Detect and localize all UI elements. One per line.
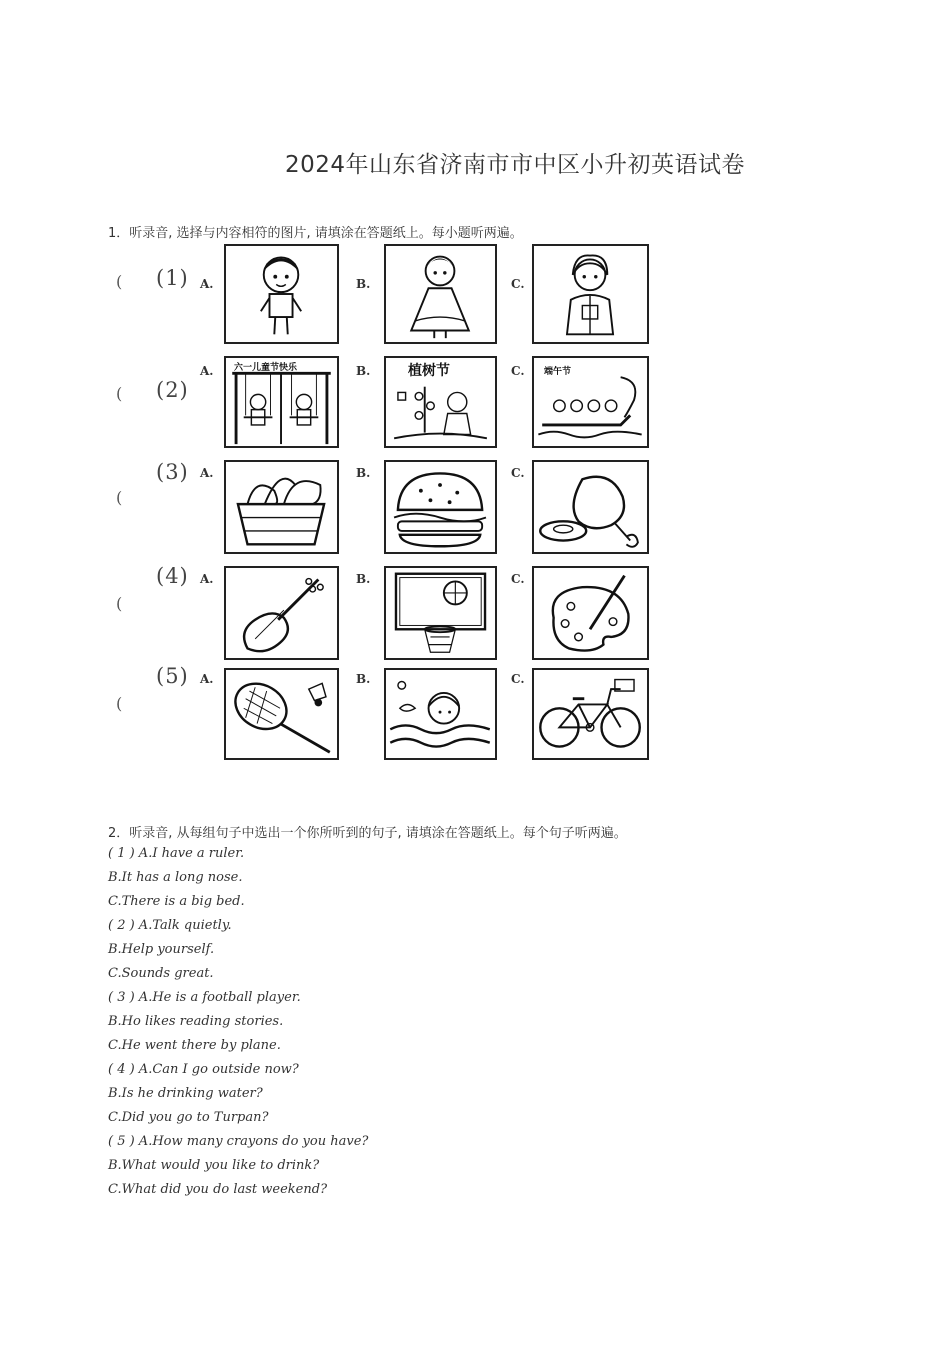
sentence-option: C.Sounds great. [108, 966, 214, 981]
boy-icon [226, 246, 337, 342]
picture-caption: 植树节 [408, 363, 450, 379]
option-b-label: B. [356, 277, 371, 291]
option-a-label: A. [200, 277, 214, 291]
item-number: (3) [156, 460, 189, 484]
girl-picture[interactable] [384, 244, 497, 344]
badminton-picture[interactable] [224, 668, 339, 760]
sentence-option: ( 4 ) A.Can I go outside now? [108, 1062, 299, 1077]
badminton-racket-icon [226, 670, 337, 758]
option-c-label: C. [511, 277, 525, 291]
answer-paren: ( [116, 694, 123, 713]
bread-basket-icon [226, 462, 337, 552]
option-a-label: A. [200, 672, 214, 686]
painting-picture[interactable] [532, 566, 649, 660]
page-title: 2024年山东省济南市市中区小升初英语试卷 [284, 152, 746, 178]
answer-paren: ( [116, 272, 123, 291]
option-b-label: B. [356, 672, 371, 686]
woman-icon [534, 246, 647, 342]
hamburger-icon [386, 462, 495, 552]
item-number: (1) [156, 266, 189, 290]
option-b-label: B. [356, 364, 371, 378]
sentence-option: B.Ho likes reading stories. [108, 1014, 284, 1029]
bicycle-picture[interactable] [532, 668, 649, 760]
option-c-label: C. [511, 364, 525, 378]
option-a-label: A. [200, 572, 214, 586]
answer-paren: ( [116, 384, 123, 403]
picture-caption: 端午节 [544, 367, 572, 377]
bread-basket-picture[interactable] [224, 460, 339, 554]
sentence-option: ( 5 ) A.How many crayons do you have? [108, 1134, 369, 1149]
childrens-day-picture[interactable] [224, 356, 339, 448]
question-1-row-2 [108, 356, 668, 448]
sentence-option: C.There is a big bed. [108, 894, 245, 909]
pipa-picture[interactable] [224, 566, 339, 660]
picture-caption: 六一儿童节快乐 [234, 363, 298, 373]
swimmer-icon [386, 670, 495, 758]
item-number: (4) [156, 564, 189, 588]
dragon-boat-picture[interactable] [532, 356, 649, 448]
option-c-label: C. [511, 466, 525, 480]
option-a-label: A. [200, 364, 214, 378]
woman-picture[interactable] [532, 244, 649, 344]
sentence-option: ( 1 ) A.I have a ruler. [108, 846, 245, 861]
sentence-option: B.Help yourself. [108, 942, 215, 957]
palette-icon [534, 568, 647, 658]
item-number: (2) [156, 378, 189, 402]
item-number: (5) [156, 664, 189, 688]
sentence-option: ( 2 ) A.Talk quietly. [108, 918, 232, 933]
hamburger-picture[interactable] [384, 460, 497, 554]
swimming-picture[interactable] [384, 668, 497, 760]
answer-paren: ( [116, 594, 123, 613]
question-2-instruction: 2．听录音, 从每组句子中选出一个你所听到的句子, 请填涂在答题纸上。每个句子听两遍。 [108, 826, 627, 841]
question-1-row-5 [108, 666, 668, 762]
answer-paren: ( [116, 488, 123, 507]
sentence-option: ( 3 ) A.He is a football player. [108, 990, 301, 1005]
option-b-label: B. [356, 466, 371, 480]
sentence-option: C.What did you do last weekend? [108, 1182, 328, 1197]
question-1-row-1 [108, 244, 668, 344]
option-b-label: B. [356, 572, 371, 586]
bicycle-icon [534, 670, 647, 758]
boy-picture[interactable] [224, 244, 339, 344]
ham-picture[interactable] [532, 460, 649, 554]
sentence-option: C.He went there by plane. [108, 1038, 281, 1053]
question-1-row-4 [108, 566, 668, 660]
question-1-instruction: 1．听录音, 选择与内容相符的图片, 请填涂在答题纸上。每小题听两遍。 [108, 226, 523, 241]
tree-planting-day-picture[interactable] [384, 356, 497, 448]
option-a-label: A. [200, 466, 214, 480]
basketball-picture[interactable] [384, 566, 497, 660]
sentence-option: B.Is he drinking water? [108, 1086, 263, 1101]
pipa-icon [226, 568, 337, 658]
option-c-label: C. [511, 672, 525, 686]
option-c-label: C. [511, 572, 525, 586]
ham-icon [534, 462, 647, 552]
sentence-option: C.Did you go to Turpan? [108, 1110, 269, 1125]
sentence-option: B.What would you like to drink? [108, 1158, 320, 1173]
question-1-row-3 [108, 460, 668, 554]
sentence-option: B.It has a long nose. [108, 870, 243, 885]
basketball-hoop-icon [386, 568, 495, 658]
girl-icon [386, 246, 495, 342]
